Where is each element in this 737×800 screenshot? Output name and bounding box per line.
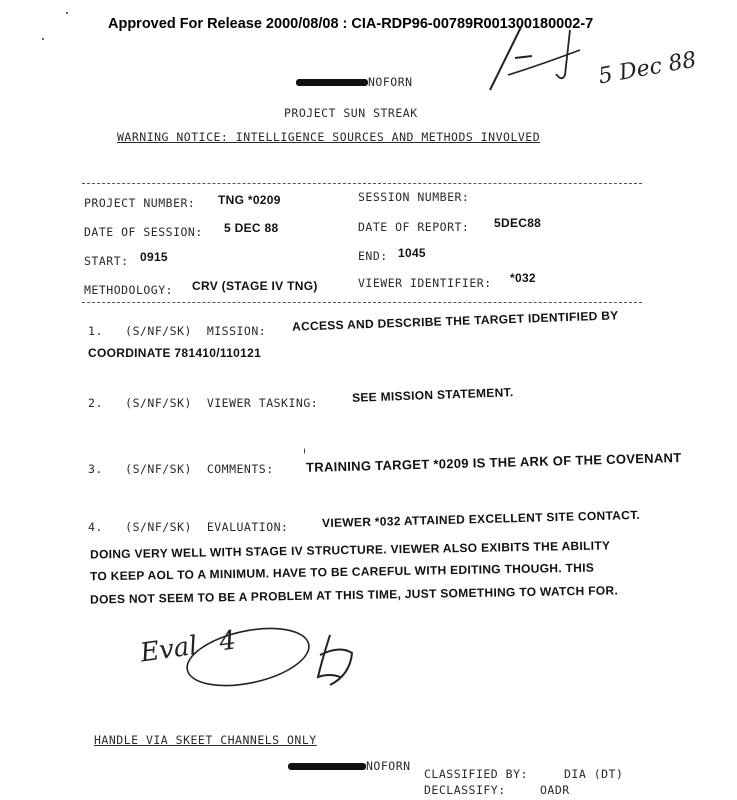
- end-label: END:: [358, 249, 388, 263]
- item-1-heading: [88, 324, 266, 338]
- redaction-bar: [288, 763, 366, 770]
- date-of-report-label: DATE OF REPORT:: [358, 220, 470, 234]
- item-label: EVALUATION:: [206, 520, 289, 534]
- item-label: VIEWER TASKING:: [206, 396, 319, 410]
- item-4-heading: [88, 520, 288, 534]
- methodology-label: METHODOLOGY:: [84, 283, 174, 297]
- item-marking: (S/NF/SK): [125, 462, 192, 476]
- item-marking: (S/NF/SK): [125, 520, 192, 534]
- item-number: 1.: [88, 324, 103, 338]
- project-number-label: PROJECT NUMBER:: [84, 196, 196, 210]
- item-4-line-4: DOES NOT SEEM TO BE A PROBLEM AT THIS TIME, JUST SOMETHING TO WATCH FOR.: [89, 583, 619, 607]
- item-marking: (S/NF/SK): [125, 324, 192, 338]
- item-marking: (S/NF/SK): [125, 396, 192, 410]
- date-of-report-value: 5DEC88: [494, 216, 542, 230]
- start-value: 0915: [140, 250, 168, 264]
- project-title: PROJECT SUN STREAK: [284, 106, 418, 120]
- eval-circle-mark: [180, 615, 370, 695]
- session-number-label: SESSION NUMBER:: [358, 190, 470, 204]
- fields-top-divider: [82, 183, 642, 184]
- item-number: 4.: [88, 520, 103, 534]
- end-value: 1045: [398, 246, 426, 260]
- classification-bottom: [288, 759, 411, 773]
- scan-speck: [42, 38, 44, 40]
- item-1-line-2: COORDINATE 781410/110121: [88, 346, 262, 360]
- date-of-session-value: 5 DEC 88: [224, 221, 279, 235]
- item-label: COMMENTS:: [206, 462, 274, 476]
- item-number: 2.: [88, 396, 103, 410]
- item-4-line-3: TO KEEP AOL TO A MINIMUM. HAVE TO BE CAREFUL WITH EDITING THOUGH. THIS: [89, 560, 595, 584]
- classification-suffix: NOFORN: [366, 759, 411, 773]
- item-1-line-1: ACCESS AND DESCRIBE THE TARGET IDENTIFIED BY: [291, 308, 619, 334]
- item-2-heading: [88, 396, 318, 410]
- handling-caveat: HANDLE VIA SKEET CHANNELS ONLY: [94, 733, 317, 747]
- item-3-heading: [88, 462, 274, 476]
- classification-suffix: NOFORN: [368, 75, 413, 89]
- classification-top: [296, 75, 413, 89]
- declassify-label: DECLASSIFY:: [424, 783, 506, 797]
- item-4-line-1: VIEWER *032 ATTAINED EXCELLENT SITE CONTACT.: [321, 507, 641, 531]
- eval-word: Eval: [138, 630, 200, 669]
- item-number: 3.: [88, 462, 103, 476]
- redaction-bar: [296, 79, 368, 86]
- item-label: MISSION:: [206, 324, 267, 338]
- date-of-session-label: DATE OF SESSION:: [84, 225, 203, 239]
- eval-score: 4: [217, 625, 238, 658]
- item-4-line-2: DOING VERY WELL WITH STAGE IV STRUCTURE. VIEWER ALSO EXIBITS THE ABILITY: [89, 538, 611, 562]
- fields-bottom-divider: [82, 302, 642, 303]
- classified-by-value: DIA (DT): [564, 767, 624, 781]
- classified-by-label: CLASSIFIED BY:: [424, 767, 528, 781]
- methodology-value: CRV (STAGE IV TNG): [192, 279, 318, 293]
- start-label: START:: [84, 254, 129, 268]
- release-header: Approved For Release 2000/08/08 : CIA-RDP96-00789R001300180002-7: [108, 16, 594, 32]
- scan-speck: [304, 448, 305, 454]
- viewer-identifier-label: VIEWER IDENTIFIER:: [358, 276, 492, 290]
- item-2-line-1: SEE MISSION STATEMENT.: [351, 385, 514, 405]
- handwritten-date: 5 Dec 88: [596, 47, 699, 90]
- item-3-line-1: TRAINING TARGET *0209 IS THE ARK OF THE COVENANT: [305, 450, 682, 475]
- warning-notice: WARNING NOTICE: INTELLIGENCE SOURCES AND METHODS INVOLVED: [117, 130, 541, 144]
- declassify-value: OADR: [540, 783, 570, 797]
- project-number-value: TNG *0209: [218, 193, 281, 207]
- viewer-identifier-value: *032: [510, 271, 536, 285]
- scan-speck: [66, 12, 68, 14]
